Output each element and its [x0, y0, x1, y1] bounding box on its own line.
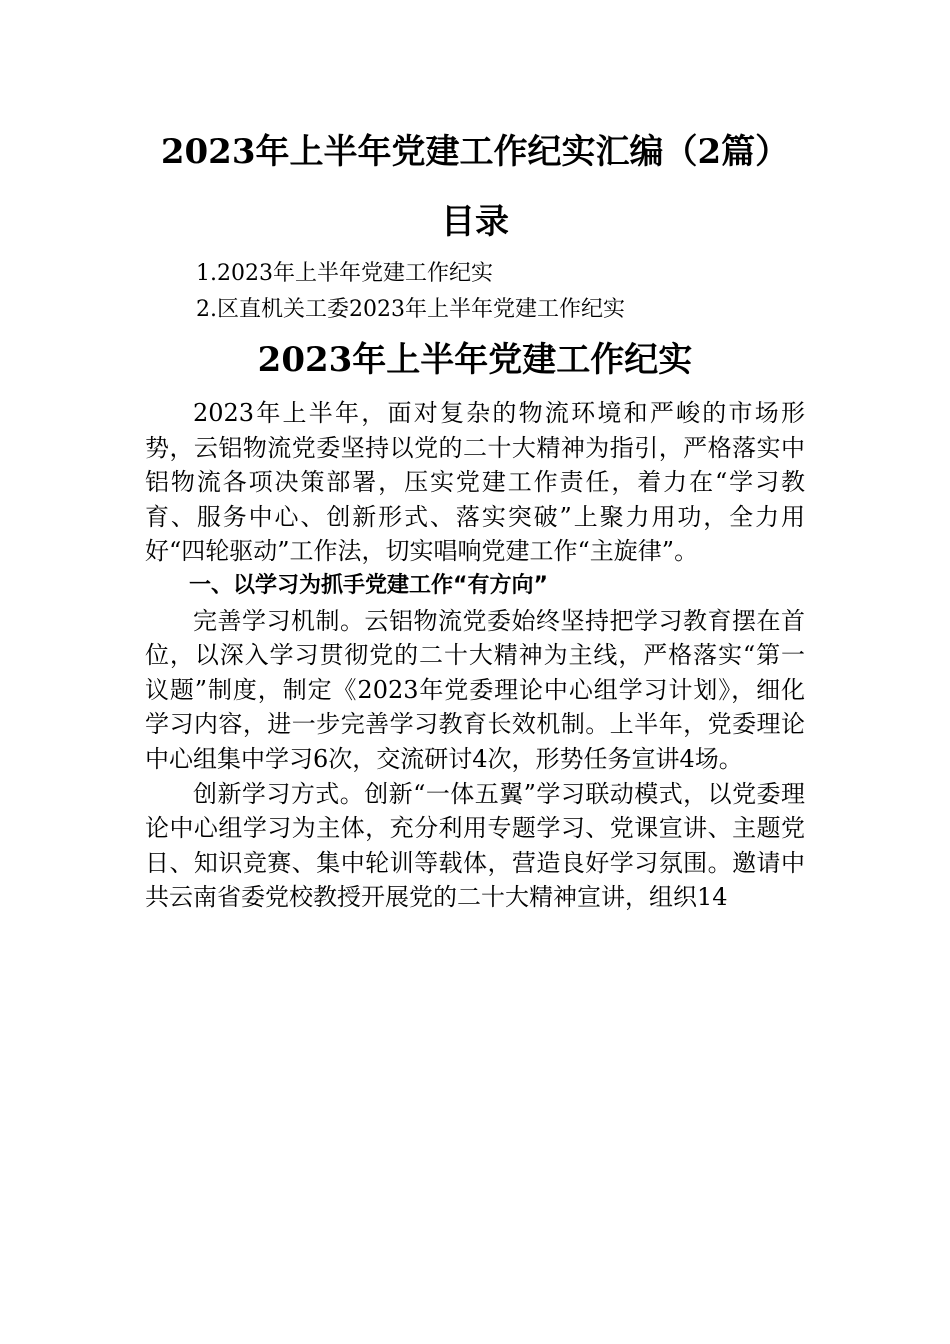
body-paragraph: 完善学习机制。云铝物流党委始终坚持把学习教育摆在首位，以深入学习贯彻党的二十大精神为主线，严格落实“第一议题”制度，制定《2023年党委理论中心组学习计划》，细化学习内容，进一步完善学习教育长效机制。上半年，党委理论中心组集中学习6次，交流研讨4次，形势任务宣讲4场。 [145, 606, 805, 773]
article-body [145, 396, 805, 915]
document-main-title: 2023年上半年党建工作纪实汇编（2篇） [160, 132, 790, 172]
body-paragraph: 创新学习方式。创新“一体五翼”学习联动模式，以党委理论中心组学习为主体，充分利用专题学习、党课宣讲、主题党日、知识竞赛、集中轮训等载体，营造良好学习氛围。邀请中共云南省委党校教授开展党的二十大精神宣讲，组织14 [145, 779, 805, 912]
section-heading: 一、以学习为抓手党建工作“有方向” [189, 572, 548, 598]
body-paragraph: 2023年上半年，面对复杂的物流环境和严峻的市场形势，云铝物流党委坚持以党的二十大精神为指引，严格落实中铝物流各项决策部署，压实党建工作责任，着力在“学习教育、服务中心、创新形式、落实突破”上聚力用功，全力用好“四轮驱动”工作法，切实唱响党建工作“主旋律”。 [145, 399, 805, 566]
article-title: 2023年上半年党建工作纪实 [257, 340, 693, 380]
toc-item: 1.2023年上半年党建工作纪实 [196, 261, 493, 286]
toc-item: 2.区直机关工委2023年上半年党建工作纪实 [196, 297, 625, 322]
toc-title: 目录 [441, 202, 509, 242]
